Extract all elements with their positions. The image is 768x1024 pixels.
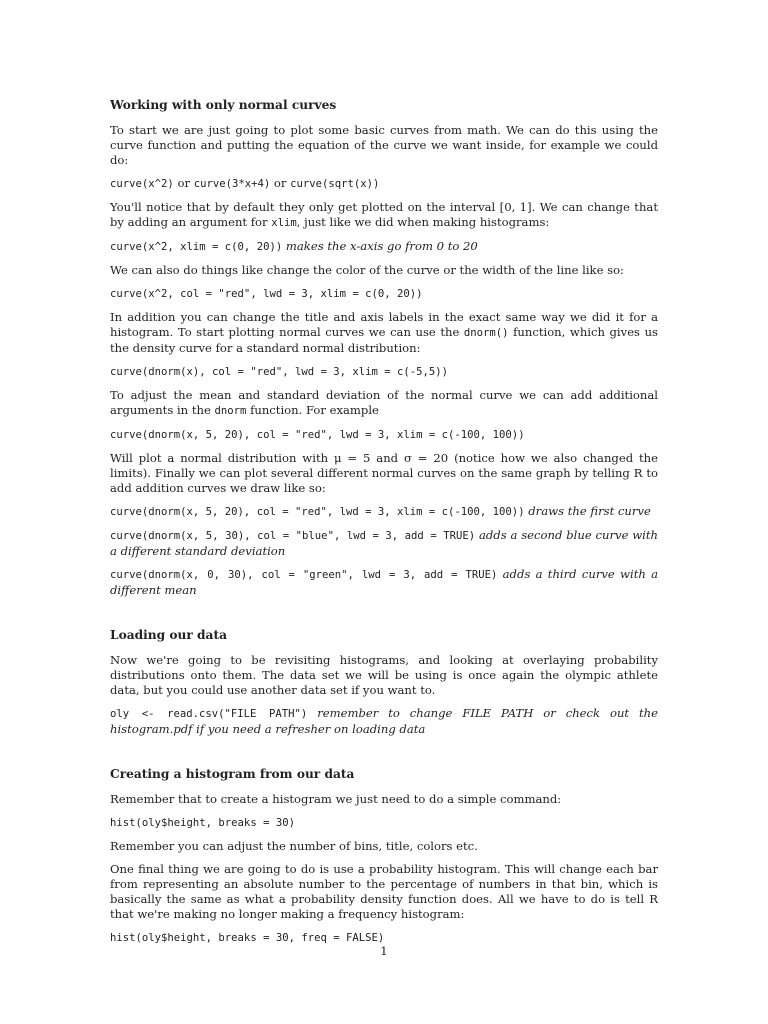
- section-heading-normal-curves: Working with only normal curves: [110, 98, 337, 112]
- code-comment: remember to change FILE PATH or check out the histogram.pdf if you need a refresher on loading data: [110, 706, 658, 736]
- paragraph-several-curves: Will plot a normal distribution with μ = 5 and σ = 20 (notice how we also changed the limits). Finally we can plot several different normal curves on the same graph by telling R to add addition curves we draw like so:: [110, 451, 658, 495]
- code-example-curves: [110, 176, 658, 192]
- code-line: curve(x^2, col = "red", lwd = 3, xlim = c(0, 20)): [110, 288, 423, 300]
- code-example-color: [110, 286, 658, 302]
- code-line: hist(oly$height, breaks = 30): [110, 817, 295, 829]
- text: , just like we did when making histograms:: [296, 215, 550, 229]
- paragraph-interval: [110, 200, 658, 231]
- code-comment: draws the first curve: [524, 504, 651, 518]
- code-line: curve(dnorm(x, 5, 20), col = "red", lwd = 3, xlim = c(-100, 100)): [110, 429, 525, 441]
- code-example-first-curve: [110, 504, 658, 520]
- code-example-third-curve: [110, 567, 658, 598]
- code-example-read-csv: [110, 706, 658, 737]
- text: You'll notice that by default they only get plotted on the interval [0, 1]. We can change that by adding an argument for: [110, 200, 658, 229]
- code-comment: makes the x-axis go from 0 to 20: [282, 239, 478, 253]
- inline-code: dnorm: [214, 405, 247, 417]
- text: function, which gives us the density curve for a standard normal distribution:: [110, 325, 658, 355]
- text: function. For example: [246, 403, 379, 417]
- section-heading-histogram: Creating a histogram from our data: [110, 767, 355, 781]
- code-example-second-curve: [110, 528, 658, 559]
- paragraph-loading: Now we're going to be revisiting histograms, and looking at overlaying probability distributions onto them. The data set we will be using is once again the olympic athlete data, but you could use another data set if you want to.: [110, 653, 658, 697]
- page-number: 1: [380, 944, 388, 958]
- code-line: curve(dnorm(x, 5, 30), col = "blue", lwd = 3, add = TRUE): [110, 530, 476, 542]
- code-example-xlim: [110, 239, 658, 255]
- code-line: hist(oly$height, breaks = 30, freq = FALSE): [110, 932, 385, 944]
- text-or: or: [173, 176, 194, 190]
- section-spacer: [110, 745, 658, 767]
- code-line: curve(x^2, xlim = c(0, 20)): [110, 241, 283, 253]
- code-example-dnorm-params: [110, 427, 658, 443]
- section-heading-loading-data: Loading our data: [110, 628, 227, 642]
- paragraph-probability-histogram: One final thing we are going to do is use a probability histogram. This will change each bar from representing an absolute number to the percentage of numbers in that bin, which is basically the same as what a probability density function does. All we have to do is tell R that we're making no longer making a frequency histogram:: [110, 862, 658, 921]
- code-line: oly <- read.csv("FILE PATH"): [110, 708, 308, 720]
- inline-code: dnorm(): [463, 327, 509, 339]
- text: To adjust the mean and standard deviation of the normal curve we can add additional arguments in the: [110, 388, 658, 417]
- document-page: [110, 98, 658, 954]
- code-line: curve(dnorm(x, 5, 20), col = "red", lwd = 3, xlim = c(-100, 100)): [110, 506, 525, 518]
- paragraph-adjust: Remember you can adjust the number of bins, title, colors etc.: [110, 839, 478, 853]
- paragraph-intro: To start we are just going to plot some basic curves from math. We can do this using the curve function and putting the equation of the curve we want inside, for example we could do:: [110, 123, 658, 167]
- code-example-dnorm: [110, 364, 658, 380]
- text: In addition you can change the title and axis labels in the exact same way we did it for a histogram. To start plotting normal curves we can use the: [110, 310, 658, 339]
- code-example-hist: [110, 815, 658, 831]
- code-line: curve(dnorm(x), col = "red", lwd = 3, xlim = c(-5,5)): [110, 366, 449, 378]
- text-or: or: [270, 176, 291, 190]
- code-curve-linear: curve(3*x+4): [193, 178, 271, 190]
- code-curve-x2: curve(x^2): [110, 178, 174, 190]
- paragraph-dnorm: [110, 310, 658, 356]
- section-spacer: [110, 606, 658, 628]
- code-line: curve(dnorm(x, 0, 30), col = "green", lwd = 3, add = TRUE): [110, 569, 498, 581]
- paragraph-mean-sd: [110, 388, 658, 419]
- inline-code: xlim: [271, 217, 297, 229]
- code-comment: adds a third curve with a different mean: [110, 567, 658, 597]
- code-curve-sqrt: curve(sqrt(x)): [290, 178, 380, 190]
- code-comment: adds a second blue curve with a different standard deviation: [110, 528, 659, 558]
- paragraph-histogram-intro: Remember that to create a histogram we just need to do a simple command:: [110, 792, 562, 806]
- paragraph-color: We can also do things like change the color of the curve or the width of the line like so:: [110, 263, 624, 277]
